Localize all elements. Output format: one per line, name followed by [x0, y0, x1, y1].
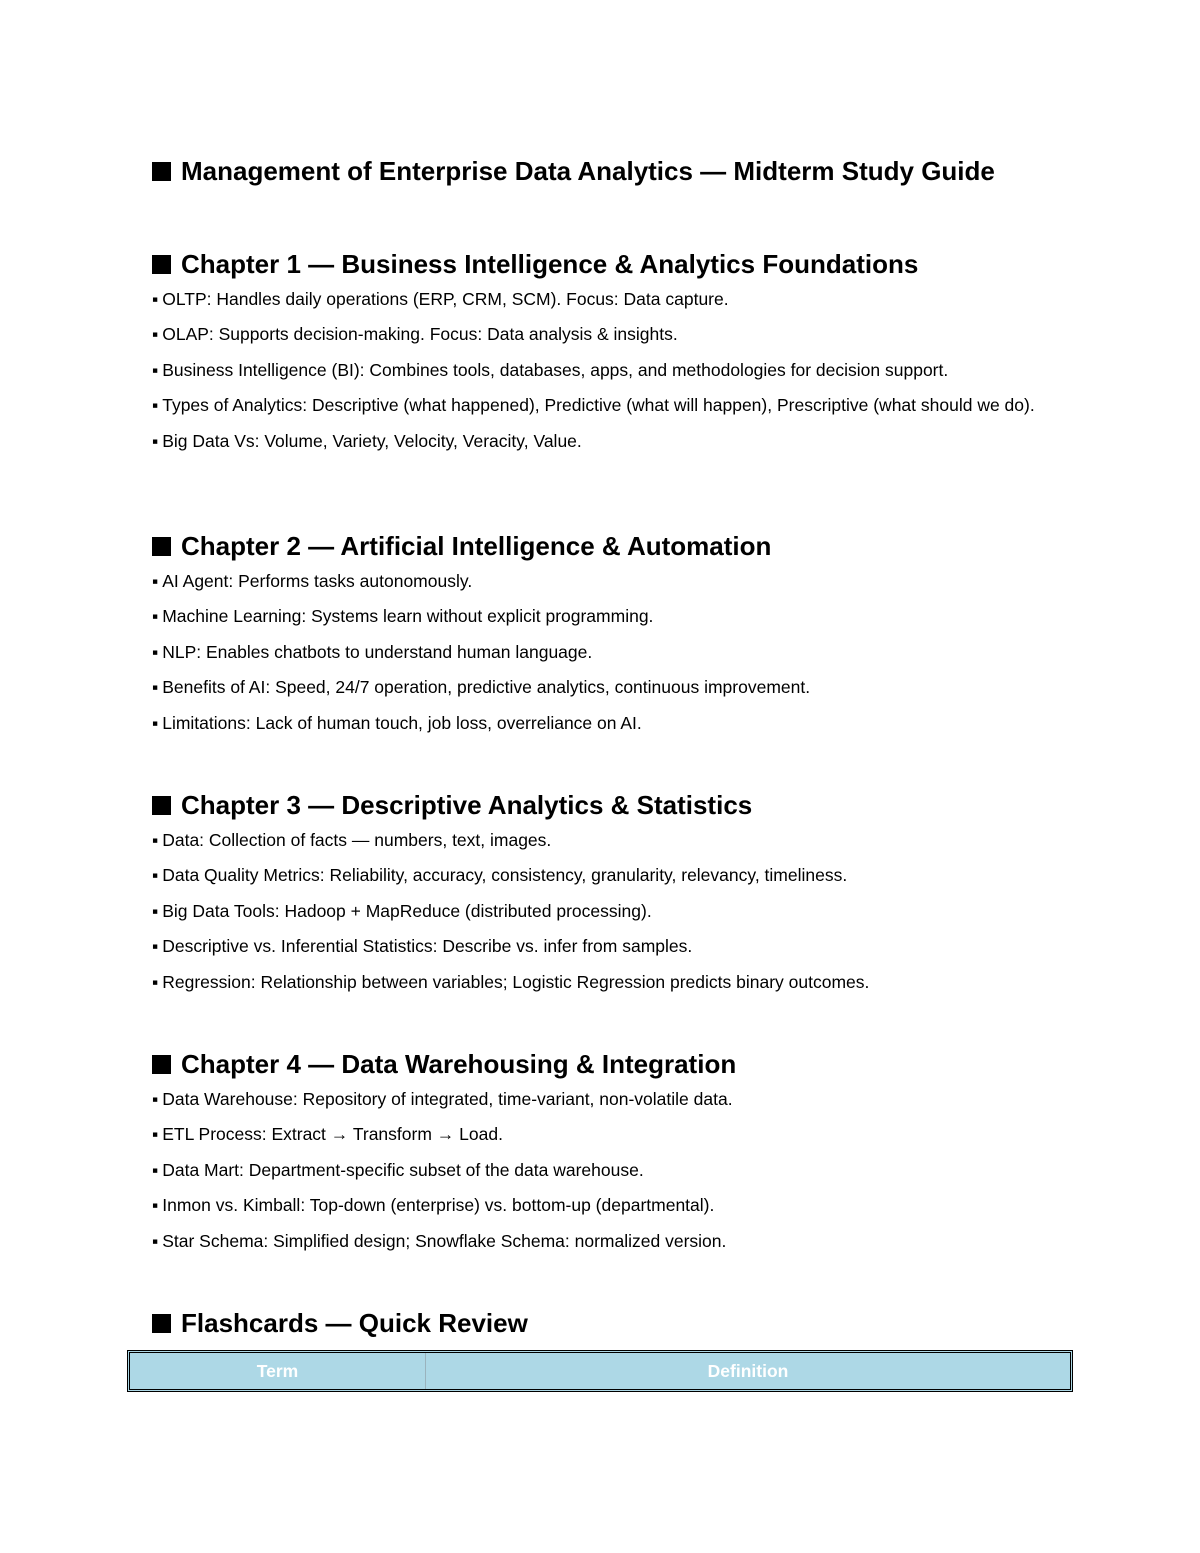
list-item: ▪ OLTP: Handles daily operations (ERP, CRM, SCM). Focus: Data capture. [152, 289, 729, 309]
list-item: ▪ Benefits of AI: Speed, 24/7 operation, predictive analytics, continuous improvement. [152, 677, 811, 698]
list-item: ▪ ETL Process: Extract → Transform → Load. [152, 1124, 503, 1145]
list-item: ▪ Data Mart: Department-specific subset of the data warehouse. [152, 1159, 644, 1180]
bullet-icon: ▪ [152, 395, 159, 416]
table-header-row [130, 1353, 1070, 1389]
flashcards-heading: Flashcards — Quick Review [181, 1308, 528, 1338]
list-item: ▪ Big Data Tools: Hadoop + MapReduce (distributed processing). [152, 900, 652, 921]
bullet-icon: ▪ [152, 606, 159, 627]
heading-square-icon [152, 1055, 171, 1074]
heading-square-icon [152, 1314, 171, 1333]
chapter-2-list [152, 569, 1048, 735]
heading-square-icon [152, 255, 171, 274]
bullet-icon: ▪ [152, 936, 159, 957]
list-item: ▪ Data: Collection of facts — numbers, text, images. [152, 830, 552, 850]
flashcards-heading-row [152, 1306, 1048, 1340]
list-item: ▪ Inmon vs. Kimball: Top-down (enterprise) vs. bottom-up (departmental). [152, 1195, 715, 1216]
bullet-icon: ▪ [152, 830, 159, 850]
flashcards-section [152, 1306, 1048, 1346]
chapter-4-heading: Chapter 4 — Data Warehousing & Integration [181, 1049, 737, 1079]
bullet-icon: ▪ [152, 571, 159, 591]
chapter-3-list [152, 828, 1048, 994]
bullet-icon: ▪ [152, 1124, 159, 1145]
chapter-4-list [152, 1087, 1048, 1253]
list-item: ▪ NLP: Enables chatbots to understand human language. [152, 641, 593, 662]
bullet-icon: ▪ [152, 1230, 159, 1251]
bullet-icon: ▪ [152, 900, 159, 921]
chapter-1-heading-row [152, 247, 1048, 281]
heading-square-icon [152, 796, 171, 815]
chapter-4-heading-row [152, 1047, 1048, 1081]
list-item: ▪ AI Agent: Performs tasks autonomously. [152, 571, 473, 591]
bullet-icon: ▪ [152, 324, 159, 345]
list-item: ▪ Types of Analytics: Descriptive (what happened), Predictive (what will happen), Prescriptive (what should we do). [152, 395, 1035, 416]
chapter-1-section [152, 247, 1048, 464]
list-item: ▪ Business Intelligence (BI): Combines tools, databases, apps, and methodologies for decision support. [152, 359, 949, 380]
chapter-3-section [152, 788, 1048, 1005]
bullet-icon: ▪ [152, 1159, 159, 1180]
bullet-icon: ▪ [152, 712, 159, 733]
heading-square-icon [152, 537, 171, 556]
bullet-icon: ▪ [152, 677, 159, 698]
bullet-icon: ▪ [152, 359, 159, 380]
chapter-2-heading: Chapter 2 — Artificial Intelligence & Automation [181, 531, 772, 561]
bullet-icon: ▪ [152, 971, 159, 992]
chapter-4-section [152, 1047, 1048, 1264]
chapter-2-section [152, 529, 1048, 746]
list-item: ▪ Limitations: Lack of human touch, job loss, overreliance on AI. [152, 712, 642, 733]
list-item: ▪ Big Data Vs: Volume, Variety, Velocity, Veracity, Value. [152, 430, 582, 451]
column-header-definition: Definition [707, 1360, 789, 1381]
bullet-icon: ▪ [152, 289, 159, 309]
heading-square-icon [152, 162, 171, 181]
list-item: ▪ Data Quality Metrics: Reliability, accuracy, consistency, granularity, relevancy, timeliness. [152, 865, 848, 886]
chapter-2-heading-row [152, 529, 1048, 563]
chapter-1-list [152, 287, 1048, 453]
document-title-row [152, 154, 995, 188]
list-item: ▪ Data Warehouse: Repository of integrated, time-variant, non-volatile data. [152, 1089, 733, 1109]
document-title: Management of Enterprise Data Analytics — Midterm Study Guide [181, 156, 995, 186]
bullet-icon: ▪ [152, 1089, 159, 1109]
bullet-icon: ▪ [152, 641, 159, 662]
list-item: ▪ Descriptive vs. Inferential Statistics: Describe vs. infer from samples. [152, 936, 693, 957]
list-item: ▪ Machine Learning: Systems learn without explicit programming. [152, 606, 654, 627]
bullet-icon: ▪ [152, 1195, 159, 1216]
chapter-1-heading: Chapter 1 — Business Intelligence & Analytics Foundations [181, 249, 919, 279]
list-item: ▪ Regression: Relationship between variables; Logistic Regression predicts binary outcomes. [152, 971, 870, 992]
chapter-3-heading: Chapter 3 — Descriptive Analytics & Statistics [181, 790, 753, 820]
bullet-icon: ▪ [152, 430, 159, 451]
list-item: ▪ Star Schema: Simplified design; Snowflake Schema: normalized version. [152, 1230, 727, 1251]
bullet-icon: ▪ [152, 865, 159, 886]
flashcards-table [127, 1350, 1073, 1392]
chapter-3-heading-row [152, 788, 1048, 822]
flashcards-table-grid [130, 1353, 1070, 1389]
list-item: ▪ OLAP: Supports decision-making. Focus: Data analysis & insights. [152, 324, 678, 345]
column-header-term: Term [130, 1353, 426, 1389]
